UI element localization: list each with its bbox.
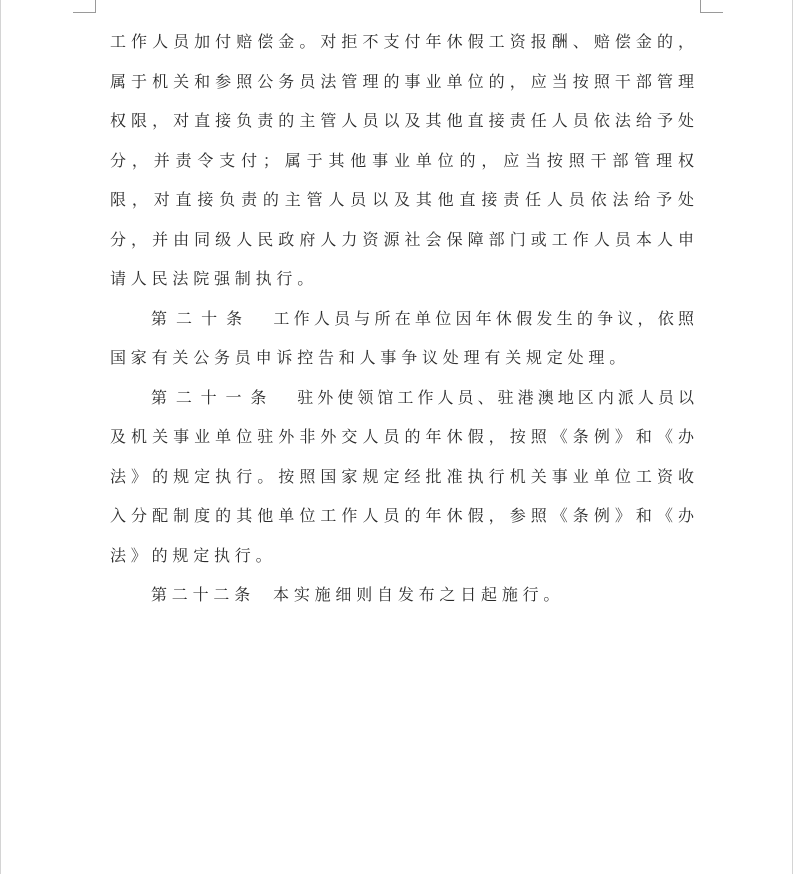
article-20-text: 工作人员与所在单位因年休假发生的争议，依照 — [269, 308, 694, 328]
text-line: 分，并由同级人民政府人力资源社会保障部门或工作人员本人申 — [110, 229, 694, 249]
article-21-first-line — [110, 378, 694, 418]
text-line: 分，并责令支付；属于其他事业单位的，应当按照干部管理权 — [110, 150, 694, 170]
article-22-text: 本实施细则自发布之日起施行。 — [273, 585, 565, 604]
text-line: 法》的规定执行。按照国家规定经批准执行机关事业单位工资收 — [110, 466, 694, 486]
document-body — [110, 22, 694, 615]
crop-mark-top-left — [73, 0, 96, 13]
article-22-heading: 第二十二条 — [151, 585, 256, 604]
text-line: 限，对直接负责的主管人员以及其他直接责任人员依法给予处 — [110, 190, 694, 209]
article-21-heading: 第二十一条 — [151, 387, 276, 407]
text-line: 请人民法院强制执行。 — [110, 269, 319, 288]
crop-mark-top-right — [700, 0, 723, 13]
text-line: 工作人员加付赔偿金。对拒不支付年休假工资报酬、赔偿金的， — [110, 32, 694, 51]
text-line: 国家有关公务员申诉控告和人事争议处理有关规定处理。 — [110, 348, 631, 367]
text-line: 及机关事业单位驻外非外交人员的年休假，按照《条例》和《办 — [110, 427, 694, 446]
article-21-text: 驻外使领馆工作人员、驻港澳地区内派人员以 — [293, 387, 694, 407]
article-22-first-line — [110, 575, 694, 615]
article-20-first-line — [110, 299, 694, 339]
text-line: 属于机关和参照公务员法管理的事业单位的，应当按照干部管理 — [110, 71, 694, 91]
text-line: 权限，对直接负责的主管人员以及其他直接责任人员依法给予处 — [110, 111, 694, 130]
text-line: 入分配制度的其他单位工作人员的年休假，参照《条例》和《办 — [110, 506, 694, 525]
text-line: 法》的规定执行。 — [110, 545, 277, 565]
article-20-heading: 第二十条 — [151, 308, 252, 328]
